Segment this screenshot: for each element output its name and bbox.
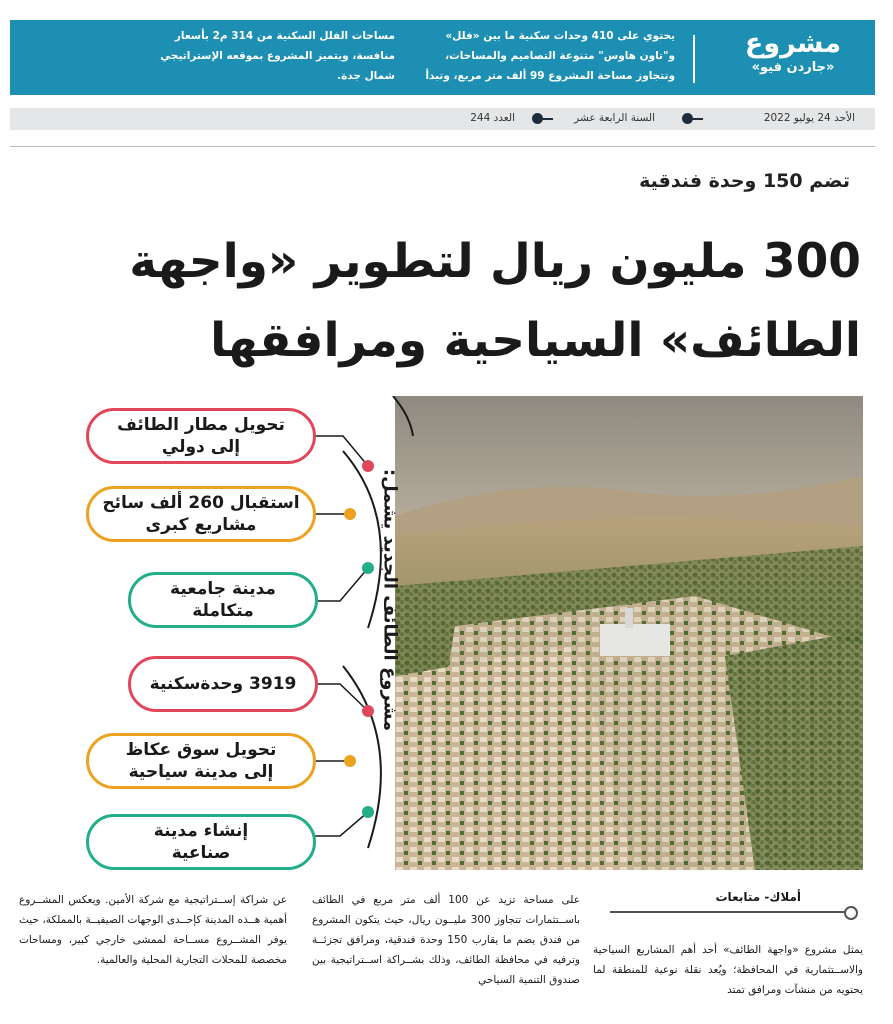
issue-bar <box>10 108 875 130</box>
issue-year: السنة الرابعة عشر <box>574 112 655 124</box>
infographic-item-tourists <box>86 486 316 542</box>
infographic-item-line1: مدينة جامعية <box>170 579 276 599</box>
banner-text-1: يحتوي على 410 وحدات سكنية ما بين «فلل» و"تاون هاوس" متنوعة التصاميم والمساحات، وتتجاوز مساحة المشروع 99 ألف متر مربع، وتبدأ <box>425 30 675 82</box>
issue-date: الأحد 24 يوليو 2022 <box>763 112 855 124</box>
infographic-item-industrial <box>86 814 316 870</box>
top-banner <box>10 20 875 95</box>
byline-rule <box>610 911 846 913</box>
aerial-rendering-photo <box>395 396 863 870</box>
issue-separator-dot-icon <box>532 113 543 124</box>
section-rule <box>10 146 875 147</box>
issue-number: العدد 244 <box>470 112 515 124</box>
infographic-item-line1: 3919 وحدةسكنية <box>149 674 297 694</box>
infographic-item-housing <box>128 656 318 712</box>
infographic-title <box>370 420 410 780</box>
article-column-2: على مساحة تزيد عن 100 ألف متر مربع في الطائف باســتثمارات تتجاوز 300 مليــون ريال، حيث يتكون المشروع من فندق يضم ما يقارب 150 وحدة فندقية، ومرافق تجزئــة وترفيه في محافظة الطائف، وذلك بشــراكة اســتراتيجية بين صندوق التنمية السياحي <box>312 894 580 986</box>
infographic-item-line1: تحويل سوق عكاظ <box>125 740 277 760</box>
article-headline: 300 مليون ريال لتطوير «واجهة الطائف» السياحية ومرافقها <box>129 234 861 368</box>
connector-dot-icon <box>362 806 374 818</box>
infographic-item-okaz <box>86 733 316 789</box>
banner-brand <box>723 24 863 75</box>
article-column-3: عن شراكة إســتراتيجية مع شركة الأمين. ويعكس المشــروع أهمية هــذه المدينة كإحــدى الوجهات الصيفيــة بالمملكة، حيث يوفر المشــروع مســاحة لممشى خارجي كبير، ومساحات مخصصة للمحلات التجارية المحلية والعالمية. <box>19 894 287 966</box>
banner-brand-subtitle: «جاردن فيو» <box>751 60 835 75</box>
article-byline: أملاك- متابعات <box>715 890 801 904</box>
article-kicker: تضم 150 وحدة فندقية <box>639 170 850 192</box>
connector-dot-icon <box>344 508 356 520</box>
infographic-title-text: مشروع الطائف الجديد يشمل: <box>379 468 401 732</box>
infographic-item-university <box>128 572 318 628</box>
aerial-rendering-illustration <box>395 396 863 870</box>
banner-text-2: مساحات الفلل السكنية من 314 م2 بأسعار منافسة، ويتميز المشروع بموقعه الإستراتيجي شمال جدة. <box>160 30 395 82</box>
infographic-item-line2: صناعية <box>171 843 231 863</box>
infographic-item-line2: متكاملة <box>192 601 254 621</box>
connector-dot-icon <box>344 755 356 767</box>
infographic-item-line2: مشاريع كبرى <box>145 515 257 535</box>
issue-separator-dot-icon <box>682 113 693 124</box>
infographic-item-line1: إنشاء مدينة <box>153 821 249 841</box>
banner-brand-title: مشروع <box>744 28 842 59</box>
infographic-item-airport <box>86 408 316 464</box>
infographic-item-line2: إلى مدينة سياحية <box>128 762 274 782</box>
infographic-item-line2: إلى دولي <box>161 437 241 457</box>
infographic-item-line1: استقبال 260 ألف سائح <box>102 493 300 513</box>
article-column-1: يمثل مشروع «واجهة الطائف» أحد أهم المشاريع السياحية والاســتثمارية في المحافظة؛ ويُعد نقلة نوعية للمنطقة لما يحتويه من منشآت ومرافق تمتد <box>593 944 863 996</box>
banner-divider <box>693 35 695 83</box>
infographic-item-line1: تحويل مطار الطائف <box>117 415 285 435</box>
byline-ring-icon <box>844 906 858 920</box>
